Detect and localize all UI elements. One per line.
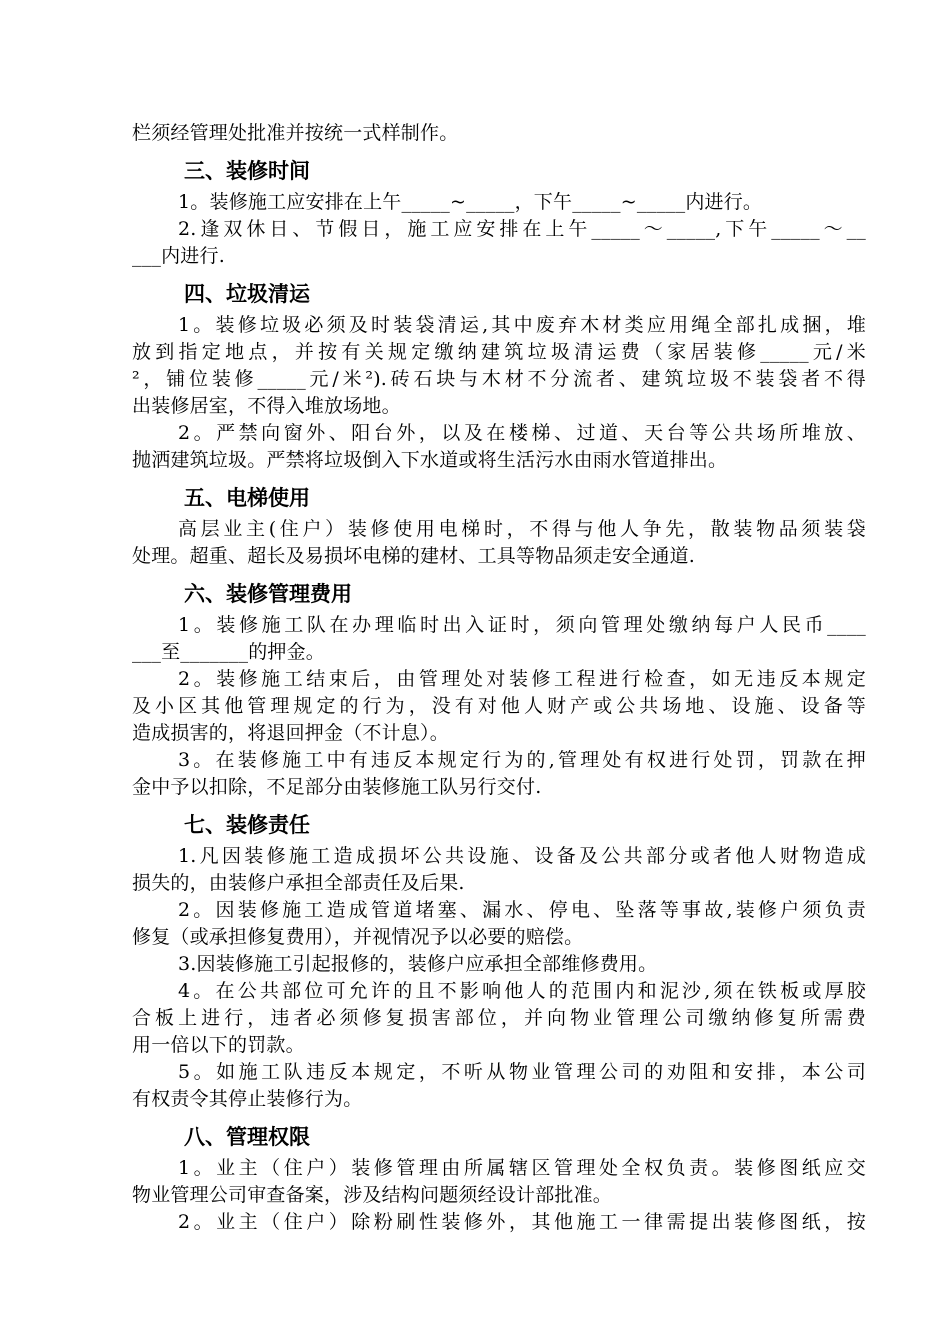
paragraph-line: 抛洒建筑垃圾。严禁将垃圾倒入下水道或将生活污水由雨水管道排出。 xyxy=(132,449,728,471)
paragraph-line: 2。装修施工结束后，由管理处对装修工程进行检查，如无违反本规定 xyxy=(178,668,866,690)
section-heading: 三、装修时间 xyxy=(184,159,310,183)
paragraph-line: ___至_______的押金。 xyxy=(132,641,326,663)
document-section xyxy=(132,274,866,474)
paragraph-line: ___内进行. xyxy=(132,245,225,267)
paragraph-line: 1。装修施工应安排在上午_____~_____，下午_____~_____内进行。 xyxy=(178,191,763,213)
paragraph-line: 有权责令其停止装修行为。 xyxy=(132,1088,363,1110)
paragraph-line: 3。在装修施工中有违反本规定行为的,管理处有权进行处罚，罚款在押 xyxy=(178,749,866,771)
paragraph-line: 损失的，由装修户承担全部责任及后果. xyxy=(132,872,465,894)
document-section xyxy=(132,151,866,270)
section-heading: 五、电梯使用 xyxy=(184,486,310,510)
document-section xyxy=(132,478,866,570)
paragraph-line: 修复（或承担修复费用），并视情况予以必要的赔偿。 xyxy=(132,926,584,948)
document-section xyxy=(132,574,866,801)
paragraph-line: 1。装修施工队在办理临时出入证时，须向管理处缴纳每户人民币____ xyxy=(178,614,866,636)
paragraph-line: 4。在公共部位可允许的且不影响他人的范围内和泥沙,须在铁板或厚胶 xyxy=(178,980,866,1002)
paragraph-line: 2.逢双休日、节假日，施工应安排在上午_____～_____,下午_____～__ xyxy=(178,218,866,240)
paragraph-line: 用一倍以下的罚款。 xyxy=(132,1034,305,1056)
paragraph-line: 合板上进行，违者必须修复损害部位，并向物业管理公司缴纳修复所需费 xyxy=(132,1007,866,1029)
paragraph-line: 物业管理公司审查备案，涉及结构问题须经设计部批准。 xyxy=(132,1184,613,1206)
paragraph-line: ²，铺位装修_____元/米²).砖石块与木材不分流者、建筑垃圾不装袋者不得 xyxy=(132,368,866,390)
section-heading: 七、装修责任 xyxy=(184,813,310,837)
paragraph-line: 栏须经管理处批准并按统一式样制作。 xyxy=(132,122,459,144)
section-heading: 六、装修管理费用 xyxy=(184,582,352,606)
paragraph-line: 出装修居室，不得入堆放场地。 xyxy=(132,395,401,417)
document-page xyxy=(132,120,866,1236)
document-section xyxy=(132,120,866,147)
paragraph-line: 5。如施工队违反本规定，不听从物业管理公司的劝阻和安排，本公司 xyxy=(178,1061,866,1083)
paragraph-line: 高层业主(住户）装修使用电梯时，不得与他人争先，散装物品须装袋 xyxy=(178,518,866,540)
paragraph-line: 1.凡因装修施工造成损坏公共设施、设备及公共部分或者他人财物造成 xyxy=(178,845,866,867)
paragraph-line: 2。因装修施工造成管道堵塞、漏水、停电、坠落等事故,装修户须负责 xyxy=(178,899,866,921)
paragraph-line: 3.因装修施工引起报修的，装修户应承担全部维修费用。 xyxy=(178,953,658,975)
section-heading: 四、垃圾清运 xyxy=(184,282,310,306)
paragraph-line: 1。装修垃圾必须及时装袋清运,其中废弃木材类应用绳全部扎成捆，堆 xyxy=(178,314,866,336)
paragraph-line: 放到指定地点，并按有关规定缴纳建筑垃圾清运费（家居装修_____元/米 xyxy=(132,341,866,363)
paragraph-line: 2。业主（住户）除粉刷性装修外，其他施工一律需提出装修图纸，按 xyxy=(178,1211,866,1233)
paragraph-line: 金中予以扣除，不足部分由装修施工队另行交付. xyxy=(132,776,542,798)
paragraph-line: 造成损害的，将退回押金（不计息）。 xyxy=(132,722,449,744)
document-section xyxy=(132,805,866,1113)
section-heading: 八、管理权限 xyxy=(184,1125,310,1149)
document-section xyxy=(132,1117,866,1236)
paragraph-line: 及小区其他管理规定的行为，没有对他人财产或公共场地、设施、设备等 xyxy=(132,695,866,717)
paragraph-line: 1。业主（住户）装修管理由所属辖区管理处全权负责。装修图纸应交 xyxy=(178,1157,866,1179)
paragraph-line: 处理。超重、超长及易损坏电梯的建材、工具等物品须走安全通道. xyxy=(132,545,696,567)
paragraph-line: 2。严禁向窗外、阳台外，以及在楼梯、过道、天台等公共场所堆放、 xyxy=(178,422,866,444)
